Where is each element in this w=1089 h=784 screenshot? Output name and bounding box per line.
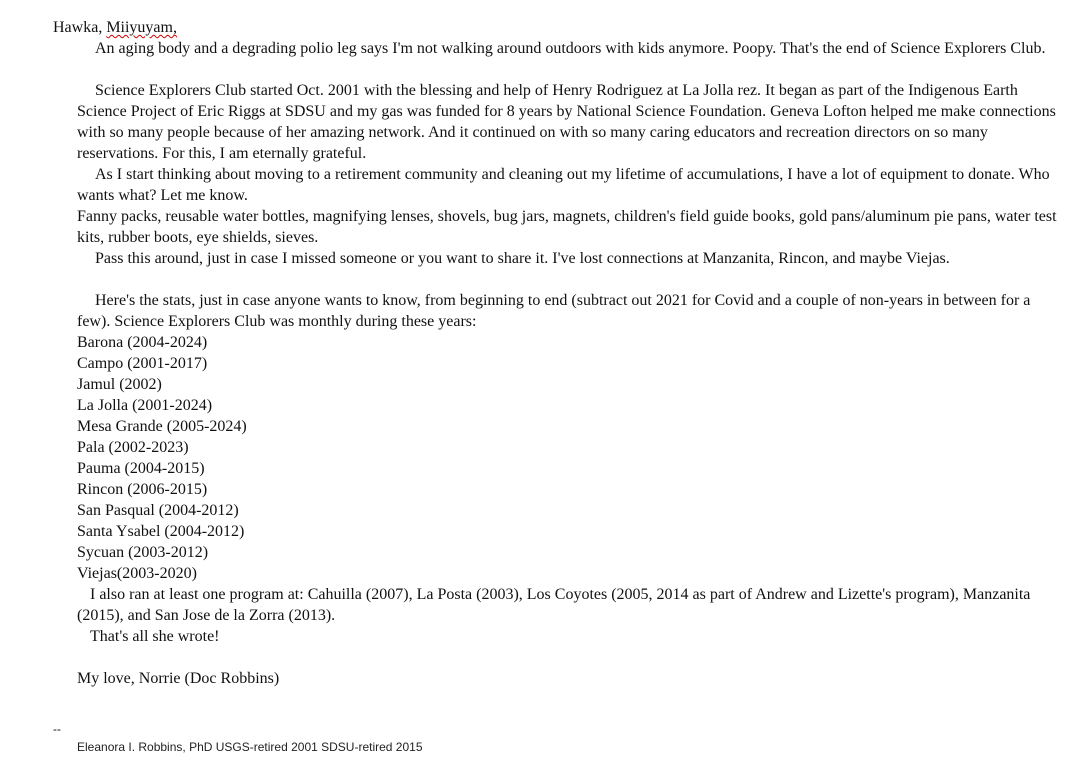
list-item: Campo (2001-2017) — [77, 355, 208, 372]
signoff: My love, Norrie (Doc Robbins) — [77, 670, 280, 687]
closing-line: That's all she wrote! — [90, 628, 220, 645]
paragraph-history: Science Explorers Club started Oct. 2001 with the blessing and help of Henry Rodriguez at La Jolla rez. It began as part of the Indigenous Earth Science Project of Eric Riggs at SDSU and my gas was funded for 8 years by National Science Foundation. Geneva Lofton helped me make connections with so many people because of her amazing network. And it continued on with so many caring educators and recreation directors on so many reservations. For this, I am eternally grateful. — [77, 82, 1056, 162]
paragraph-intro: An aging body and a degrading polio leg says I'm not walking around outdoors with kids anymore. Poopy. That's the end of Science Explorers Club. — [95, 40, 1046, 57]
greeting-word: Hawka, — [53, 19, 103, 36]
list-item: La Jolla (2001-2024) — [77, 397, 213, 414]
list-item: Pala (2002-2023) — [77, 439, 189, 456]
greeting-word-misspelled: Miiyuyam, — [106, 19, 177, 36]
paragraph-donation: As I start thinking about moving to a retirement community and cleaning out my lifetime of accumulations, I have a lot of equipment to donate. Who wants what? Let me know. — [77, 166, 1050, 204]
paragraph-also-ran: I also ran at least one program at: Cahuilla (2007), La Posta (2003), Los Coyotes (2005, 2014 as part of Andrew and Lizette's program), Manzanita (2015), and San Jose de la Zorra (2013). — [77, 586, 1031, 624]
list-item: Barona (2004-2024) — [77, 334, 208, 351]
list-item: Pauma (2004-2015) — [77, 460, 205, 477]
list-item: Viejas(2003-2020) — [77, 565, 197, 582]
list-item: Rincon (2006-2015) — [77, 481, 208, 498]
list-item: San Pasqual (2004-2012) — [77, 502, 239, 519]
greeting — [53, 17, 177, 38]
list-item: Santa Ysabel (2004-2012) — [77, 523, 245, 540]
paragraph-share: Pass this around, just in case I missed someone or you want to share it. I've lost connections at Manzanita, Rincon, and maybe Viejas. — [95, 250, 950, 267]
paragraph-equipment-list: Fanny packs, reusable water bottles, magnifying lenses, shovels, bug jars, magnets, children's field guide books, gold pans/aluminum pie pans, water test kits, rubber boots, eye shields, sieves. — [77, 208, 1057, 246]
list-item: Mesa Grande (2005-2024) — [77, 418, 247, 435]
paragraph-stats: Here's the stats, just in case anyone wants to know, from beginning to end (subtract out 2021 for Covid and a couple of non-years in between for a few). Science Explorers Club was monthly during these years: — [77, 292, 1031, 330]
signature-line: Eleanora I. Robbins, PhD USGS-retired 2001 SDSU-retired 2015 — [77, 740, 423, 754]
list-item: Jamul (2002) — [77, 376, 162, 393]
signature-separator: -- — [53, 722, 61, 736]
list-item: Sycuan (2003-2012) — [77, 544, 209, 561]
